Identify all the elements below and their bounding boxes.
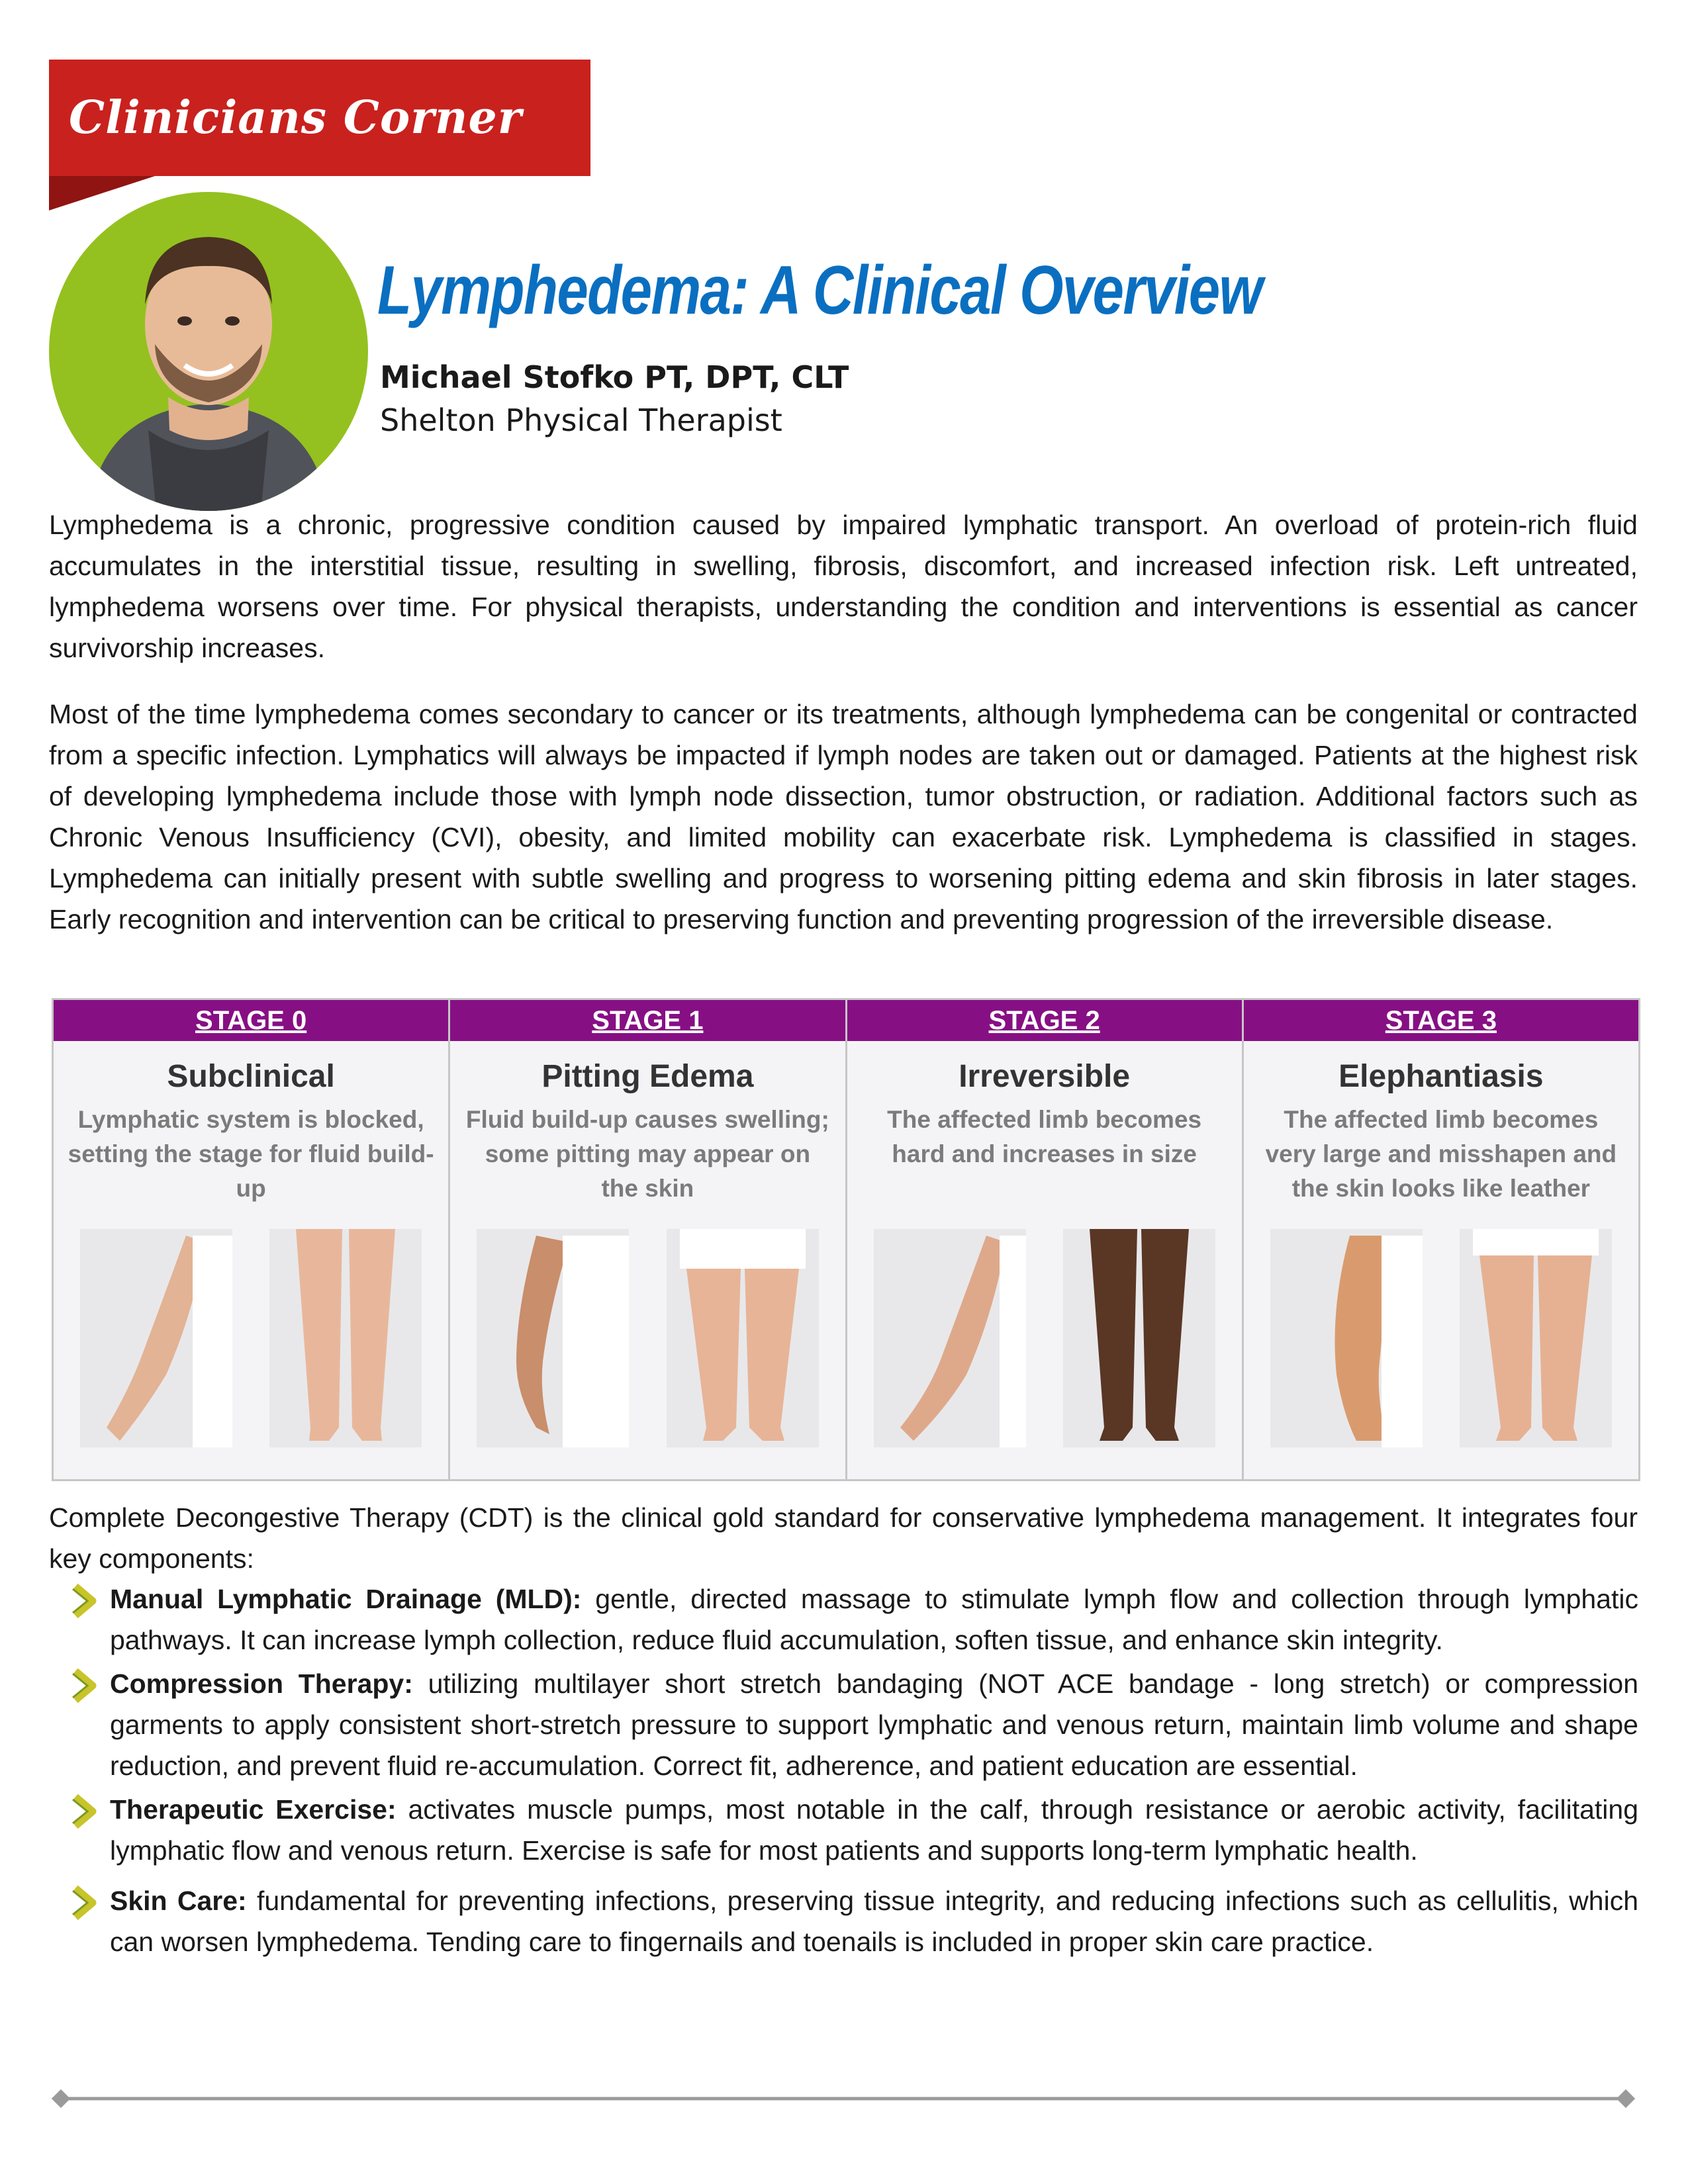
lymphedema-stages-figure (52, 998, 1640, 1481)
cdt-intro-paragraph: Complete Decongestive Therapy (CDT) is the clinical gold standard for conservative lymphedema management. It integrates four key components: (49, 1502, 1638, 1574)
arm-photo (80, 1229, 232, 1447)
item-label: Manual Lymphatic Drainage (MLD): (110, 1584, 582, 1614)
chevron-right-icon (66, 1582, 103, 1619)
item-label: Skin Care: (110, 1886, 247, 1916)
list-item (66, 1880, 1638, 1962)
section-banner (49, 60, 590, 176)
stage-description: The affected limb becomes hard and increases in size (887, 1106, 1202, 1167)
arm-photo (1270, 1229, 1423, 1447)
item-label: Therapeutic Exercise: (110, 1794, 397, 1825)
legs-photo (667, 1229, 819, 1447)
legs-photo (1460, 1229, 1612, 1447)
stage-header: STAGE 0 (54, 1000, 448, 1041)
intro-paragraph-1: Lymphedema is a chronic, progressive condition caused by impaired lymphatic transport. An overload of protein-rich fluid accumulates in the interstitial tissue, resulting in swelling, fibrosis, discomfort, and increased infection risk. Left untreated, lymphedema worsens over time. For physical therapists, understanding the condition and interventions is essential as cancer survivorship increases. (49, 510, 1638, 663)
chevron-right-icon (66, 1667, 103, 1704)
stage-photos (874, 1229, 1215, 1454)
author-role: Shelton Physical Therapist (380, 402, 782, 438)
cdt-components-list (66, 1578, 1638, 1962)
stage-header: STAGE 1 (450, 1000, 845, 1041)
legs-photo (269, 1229, 422, 1447)
stage-panel-0 (54, 1000, 450, 1479)
list-item (66, 1789, 1638, 1871)
author-name: Michael Stofko PT, DPT, CLT (380, 359, 849, 395)
chevron-right-icon (66, 1793, 103, 1830)
author-photo (49, 192, 368, 511)
stage-name: Irreversible (959, 1059, 1131, 1094)
item-label: Compression Therapy: (110, 1668, 413, 1699)
banner-label: Clinicians Corner (69, 91, 522, 144)
stage-panel-2 (847, 1000, 1244, 1479)
banner-ribbon-tail (49, 176, 155, 210)
chevron-right-icon (66, 1884, 103, 1921)
bottom-divider (49, 2089, 1638, 2109)
list-item (66, 1578, 1638, 1661)
list-item (66, 1663, 1638, 1786)
stage-header: STAGE 3 (1244, 1000, 1638, 1041)
stage-header: STAGE 2 (847, 1000, 1242, 1041)
arm-photo (477, 1229, 629, 1447)
stage-photos (477, 1229, 818, 1454)
arm-photo (874, 1229, 1026, 1447)
item-text: utilizing multilayer short stretch bandaging (NOT ACE bandage - long stretch) or compression garments to apply consistent short-stretch pressure to support lymphatic and venous return, maintain limb volume and shape reduction, and prevent fluid re-accumulation. Correct fit, adherence, and patient education are essential. (110, 1668, 1638, 1781)
stage-panel-1 (450, 1000, 847, 1479)
stage-photos (1270, 1229, 1612, 1454)
intro-paragraph-2: Most of the time lymphedema comes secondary to cancer or its treatments, although lymphedema can be congenital or contracted from a specific infection. Lymphatics will always be impacted if lymph nodes are taken out or damaged. Patients at the highest risk of developing lymphedema include those with lymph node dissection, tumor obstruction, or radiation. Additional factors such as Chronic Venous Insufficiency (CVI), obesity, and limited mobility can exacerbate risk. Lymphedema is classified in stages. Lymphedema can initially present with subtle swelling and progress to worsening pitting edema and skin fibrosis in later stages. Early recognition and intervention can be critical to preserving function and preventing progression of the irreversible disease. (49, 699, 1638, 934)
stage-name: Pitting Edema (541, 1059, 754, 1094)
item-text: gentle, directed massage to stimulate lymph flow and collection through lymphatic pathways. It can increase lymph collection, reduce fluid accumulation, soften tissue, and enhance skin integrity. (110, 1584, 1638, 1655)
stage-description: Lymphatic system is blocked, setting the stage for fluid build-up (68, 1106, 434, 1202)
item-text: fundamental for preventing infections, preserving tissue integrity, and reducing infections such as cellulitis, which can worsen lymphedema. Tending care to fingernails and toenails is included in proper skin care practice. (110, 1886, 1638, 1957)
stage-photos (80, 1229, 422, 1454)
stage-panel-3 (1244, 1000, 1638, 1479)
stage-name: Subclinical (167, 1059, 335, 1094)
stage-description: Fluid build-up causes swelling; some pitting may appear on the skin (465, 1106, 829, 1202)
article-title: Lymphedema: A Clinical Overview (377, 252, 1262, 329)
legs-photo (1063, 1229, 1215, 1447)
stage-description: The affected limb becomes very large and misshapen and the skin looks like leather (1265, 1106, 1617, 1202)
item-text: activates muscle pumps, most notable in the calf, through resistance or aerobic activity, facilitating lymphatic flow and venous return. Exercise is safe for most patients and supports long-term lymphatic health. (110, 1794, 1638, 1866)
stage-name: Elephantiasis (1338, 1059, 1544, 1094)
